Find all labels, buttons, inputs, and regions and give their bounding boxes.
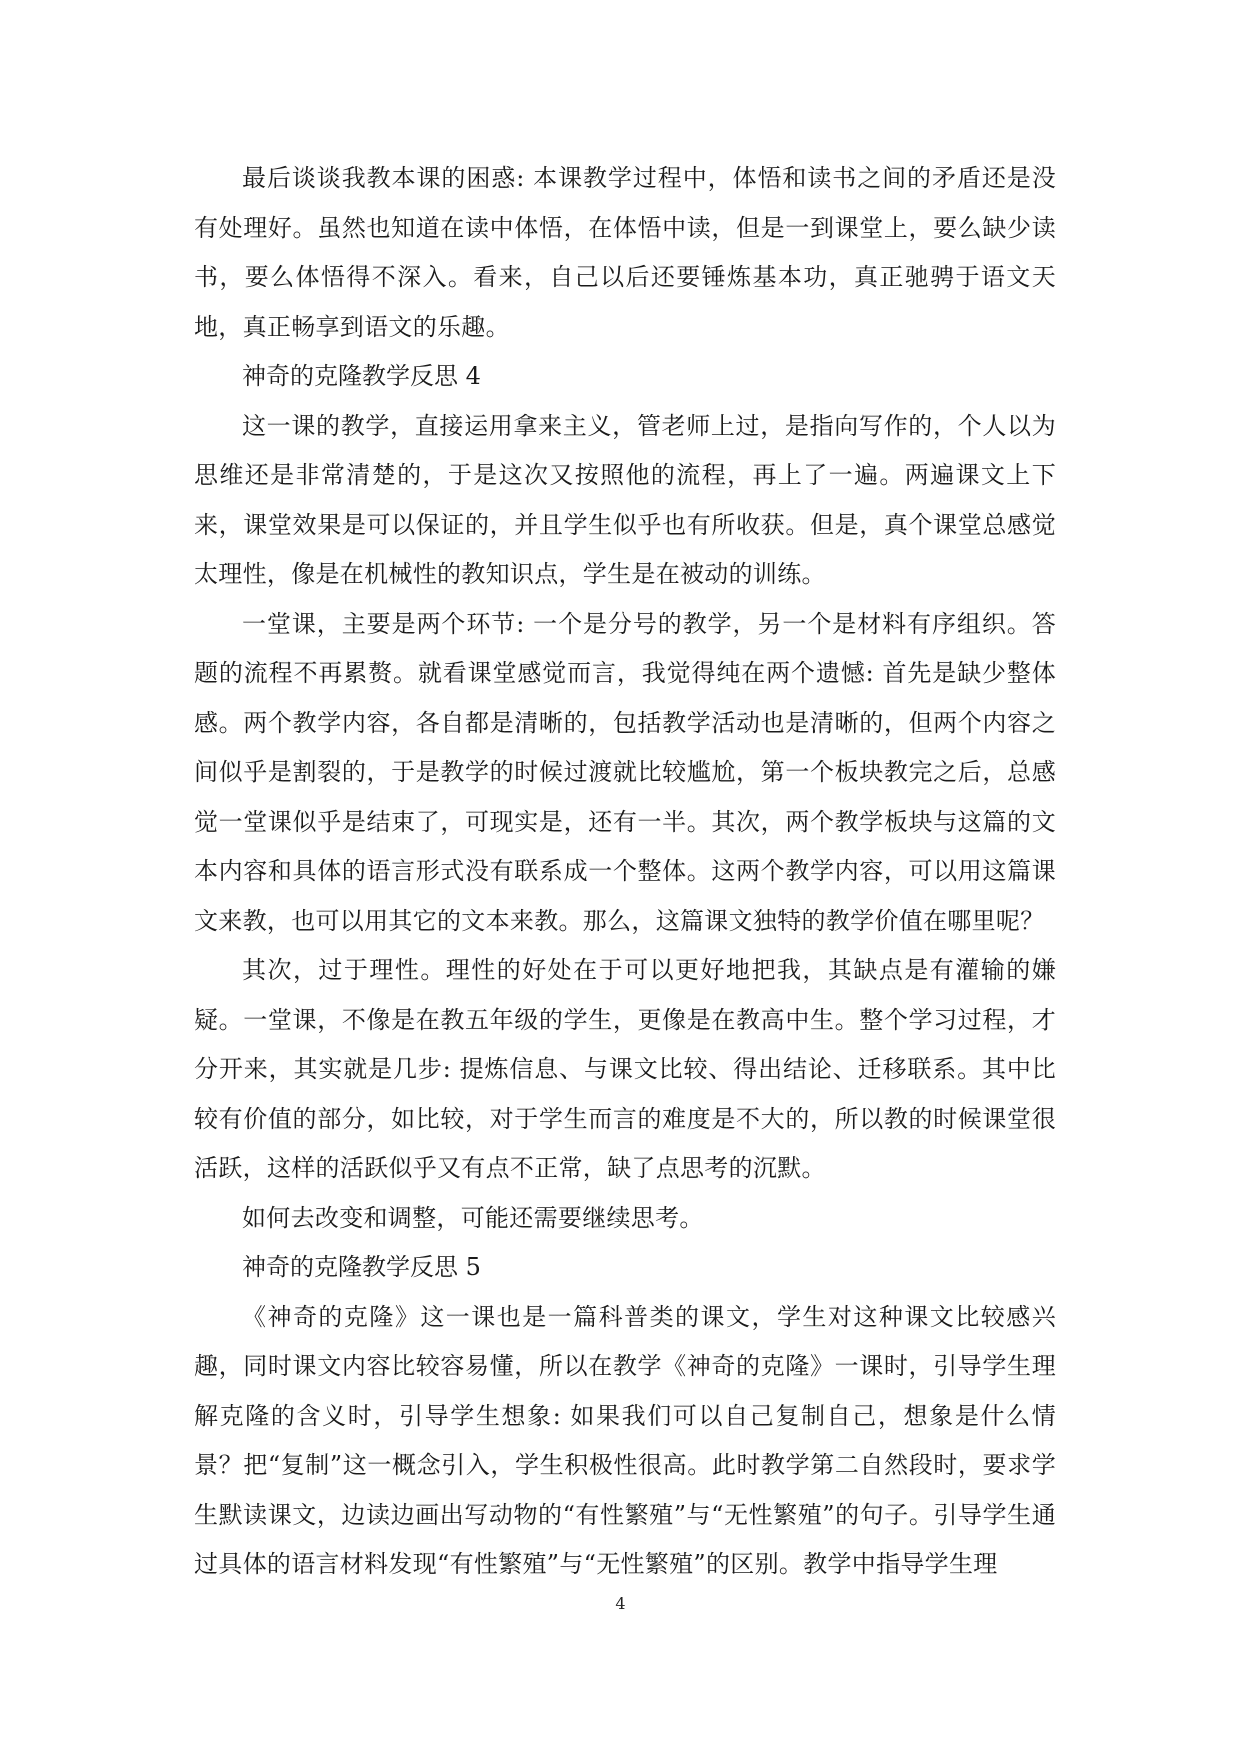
section-heading-reflection-4: 神奇的克隆教学反思 4 xyxy=(242,362,481,390)
paragraph-further-thinking: 如何去改变和调整，可能还需要继续思考。 xyxy=(242,1203,704,1232)
paragraph-confusion: 最后谈谈我教本课的困惑: 本课教学过程中，体悟和读书之间的矛盾还是没有处理好。虽然也知道在读中体悟，在体悟中读，但是一到课堂上，要么缺少读书，要么体悟得不深入。看来，自己以后还要锤炼基本功，真正驰骋于语文天地，真正畅享到语文的乐趣。 xyxy=(194,164,1056,341)
paragraph-reflection-5-intro: 《神奇的克隆》这一课也是一篇科普类的课文，学生对这种课文比较感兴趣，同时课文内容比较容易懂，所以在教学《神奇的克隆》一课时，引导学生理解克隆的含义时，引导学生想象: 如果我们可以自己复制自己，想象是什么情景？把“复制”这一概念引入，学生积极性很高。此时教学第二自然段时，要求学生默读课文，边读边画出写动物的“有性繁殖”与“无性繁殖”的句子。引导学生通过具体的语言材料发现“有性繁殖”与“无性繁殖”的区别。教学中指导学生理 xyxy=(194,1302,1056,1578)
paragraph-reflection-4-intro: 这一课的教学，直接运用拿来主义，管老师上过，是指向写作的，个人以为思维还是非常清楚的，于是这次又按照他的流程，再上了一遍。两遍课文上下来，课堂效果是可以保证的，并且学生似乎也有所收获。但是，真个课堂总感觉太理性，像是在机械性的教知识点，学生是在被动的训练。 xyxy=(194,411,1056,588)
paragraph-too-rational: 其次，过于理性。理性的好处在于可以更好地把我，其缺点是有灌输的嫌疑。一堂课，不像是在教五年级的学生，更像是在教高中生。整个学习过程，才分开来，其实就是几步: 提炼信息、与课文比较、得出结论、迁移联系。其中比较有价值的部分，如比较，对于学生而言的难度是不大的，所以教的时候课堂很活跃，这样的活跃似乎又有点不正常，缺了点思考的沉默。 xyxy=(194,956,1056,1182)
document-body xyxy=(194,154,1056,1590)
paragraph-two-segments: 一堂课，主要是两个环节: 一个是分号的教学，另一个是材料有序组织。答题的流程不再累赘。就看课堂感觉而言，我觉得纯在两个遗憾: 首先是缺少整体感。两个教学内容，各自都是清晰的，包括教学活动也是清晰的，但两个内容之间似乎是割裂的，于是教学的时候过渡就比较尴尬，第一个板块教完之后，总感觉一堂课似乎是结束了，可现实是，还有一半。其次，两个教学板块与这篇的文本内容和具体的语言形式没有联系成一个整体。这两个教学内容，可以用这篇课文来教，也可以用其它的文本来教。那么，这篇课文独特的教学价值在哪里呢？ xyxy=(194,609,1056,935)
page-number: 4 xyxy=(615,1594,626,1613)
section-heading-reflection-5: 神奇的克隆教学反思 5 xyxy=(242,1253,481,1281)
